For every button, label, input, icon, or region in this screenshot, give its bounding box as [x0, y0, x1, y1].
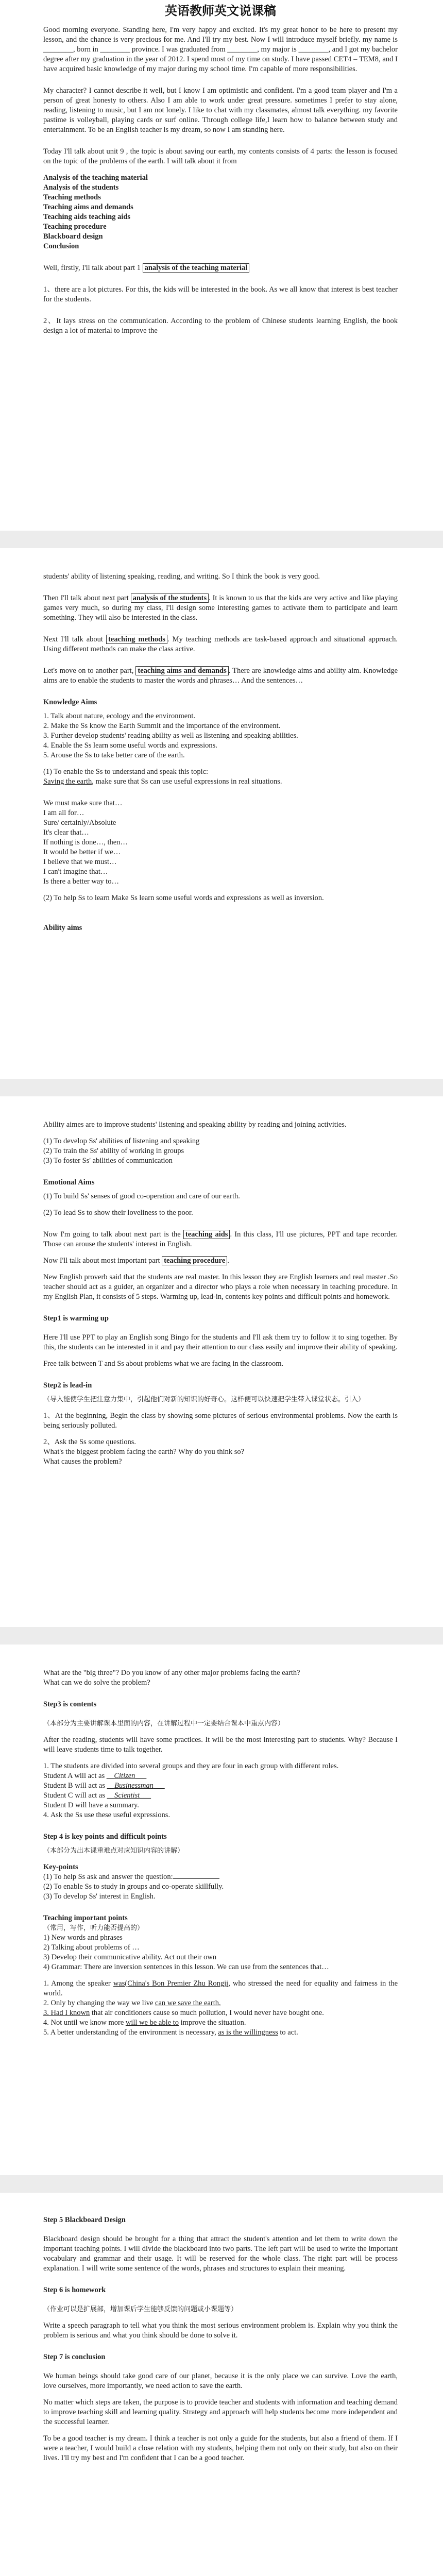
intro-paragraph: Good morning everyone. Standing here, I'm very happy and excited. It's my great honor to be here to present my lesson, and the chance is very precious for me. And I'll try my best. Now I will introduce myself briefly. my name is ________, born in ________ province. I was graduated from ________, my major is ________, and I got my bachelor degree after my graduation in the year of 2012. I spend most of my time on study. I have passed CET4 – TEM8, and I have acquired basic knowledge of my major during my school time. I'm capable of more responsibilities. [43, 26, 398, 73]
knowledge-aim-item: 1. Talk about nature, ecology and the environment. [43, 712, 196, 720]
expression-item: It's clear that… [43, 828, 89, 837]
teaching-material-box: analysis of the teaching material [143, 263, 250, 273]
step6-heading: Step 6 is homework [43, 2286, 106, 2294]
step3-heading: Step3 is contents [43, 1700, 97, 1708]
solve-question: What can we do solve the problem? [43, 1679, 150, 1687]
s2-pre: 2. Only by changing the way we live [43, 1999, 154, 2007]
emotional-aims-heading: Emotional Aims [43, 1178, 95, 1187]
role-businessman: Businessman [114, 1782, 154, 1790]
document-page-4 [0, 1645, 443, 2175]
teaching-procedure-box: teaching procedure [162, 1256, 227, 1265]
step2-question-1: What's the biggest problem facing the earth? Why do you think so? [43, 1448, 245, 1456]
ability-aim-item: (1) To develop Ss' abilities of listening and speaking [43, 1137, 200, 1145]
outline-item: Teaching aims and demands [43, 203, 133, 211]
expression-item: I can't imagine that… [43, 868, 108, 876]
key-points-heading: Key-points [43, 1863, 78, 1871]
we-must-line: We must make sure that… [43, 799, 123, 807]
s2-underlined: can we save the earth. [155, 1999, 221, 2007]
student-role-a [43, 1771, 398, 1781]
ability-aims-list [43, 1137, 398, 1166]
outline-list [43, 173, 398, 251]
student-a-label: Student A will act as [43, 1772, 107, 1780]
expression-item: It would be better if we… [43, 848, 121, 856]
s4-post: improve the situation. [180, 2019, 246, 2027]
conclusion-paragraph-3: To be a good teacher is my dream. I think a teacher is not only a guide for the students, but also a friend of them. If I were a teacher, I would build a close relation with my students, helping them not only on their study, but also on their lives. I'll try my best and I'm confident that I can be a good teacher. [43, 2434, 398, 2462]
students-text: It is known to us that the kids are very active and like playing games very much, so during my class, I'll design some interesting games to activate them to participate and learn something. They will also be interested in the class. [43, 594, 398, 622]
outline-item: Analysis of the teaching material [43, 174, 148, 182]
expression-item: Sure/ certainly/Absolute [43, 819, 116, 827]
emotional-aim-item: (1) To build Ss' senses of good co-operation and care of our earth. [43, 1192, 240, 1200]
example-sentence-1 [43, 1979, 398, 1998]
s4-pre: 4. Not until we know more [43, 2019, 124, 2027]
ability-aims-heading: Ability aims [43, 924, 82, 932]
step4-chinese-note: （本部分为出本课重难点对应知识内容的讲解） [43, 1847, 184, 1855]
teaching-aims-box: teaching aims and demands [135, 666, 228, 675]
teaching-aids-paragraph: Now I'm going to talk about next part is the teaching aids . In this class, I'll use pictures, PPT and tape recorder. Those can arouse the students' interest in English. [43, 1230, 398, 1248]
students-paragraph: Then I'll talk about next part analysis of the students . It is known to us that the kids are very active and like playing games very much, so during my class, I'll design some interesting games to activate them to participate and learn something. They will also be interested in the class. [43, 594, 398, 622]
saving-earth-topic: Saving the earth [43, 777, 92, 786]
aids-text: In this class, I'll use pictures, PPT and tape recorder. Those can arouse the students' interest in English. [43, 1230, 398, 1248]
free-talk-line [43, 1359, 398, 1369]
knowledge-aim-item: 4. Enable the Ss learn some useful words and expressions. [43, 741, 217, 750]
expression-list [43, 808, 398, 887]
analysis-students-box: analysis of the students [131, 594, 209, 603]
s1-pre: 1. Among the speaker [43, 1979, 111, 1988]
step3-chinese-note: （本部分为主要讲解课本里面的内容，在讲解过程中一定要结合课本中重点内容） [43, 1720, 285, 1727]
example-sentence-3 [43, 2008, 398, 2018]
document-page-3 [0, 1096, 443, 1627]
example-sentence-2 [43, 1998, 398, 2008]
student-role-d: Student D will have a summary. [43, 1801, 139, 1809]
today-paragraph: Today I'll talk about unit 9 , the topic is about saving our earth, my contents consists of 4 parts: the lesson is focused on the topic of the problems of the earth. I will talk about it from [43, 147, 398, 165]
procedure-lead: Now I'll talk about most important part [43, 1257, 160, 1265]
outline-item: Blackboard design [43, 232, 103, 241]
outline-item: Teaching methods [43, 193, 101, 201]
step1-heading: Step1 is warming up [43, 1314, 109, 1323]
outline-item: Teaching procedure [43, 223, 107, 231]
important-points-heading: Teaching important points [43, 1914, 128, 1922]
role-citizen: Citizen [114, 1772, 135, 1780]
outline-item: Analysis of the students [43, 183, 119, 192]
s5-underlined: as is the willingness [218, 2028, 278, 2037]
step2-question-2: What causes the problem? [43, 1458, 122, 1466]
student-b-label: Student B will act as [43, 1782, 107, 1790]
aims-paragraph: Let's move on to another part, teaching aims and demands . There are knowledge aims and ability aim. Knowledge aims are to enable the students to master the words and phrases… And the sentences… [43, 667, 398, 685]
students-lead: Then I'll talk about next part [43, 594, 129, 602]
answer-blank [173, 1872, 219, 1879]
expression-item: If nothing is done…, then… [43, 838, 128, 846]
conclusion-paragraph-1: We human beings should take good care of our planet, because it is the only place we can survive. Love the earth, love ourselves, more importantly, we need action to save the earth. [43, 2372, 398, 2390]
enable-line: (1) To enable the Ss to understand and speak this topic: [43, 768, 209, 776]
expression-item: I believe that we must… [43, 858, 117, 866]
saving-earth-text: , make sure that Ss can use useful expressions in real situations. [92, 777, 282, 786]
example-sentence-5 [43, 2028, 398, 2038]
teaching-methods-box: teaching methods [106, 635, 167, 644]
conclusion-paragraph-2: No matter which steps are taken, the purpose is to provide teacher and students with information and teaching demand to improve teaching skill and learning quality. Strategy and approach will help students become more independent and the successful learner. [43, 2398, 398, 2426]
student-b-role: __Businessman___ [107, 1782, 165, 1790]
step4-heading: Step 4 is key points and difficult points [43, 1833, 167, 1841]
s3-post: that air conditioners cause so much pollution, I would never have bought one. [91, 2009, 324, 2017]
document-title: 英语教师英文说课稿 [165, 4, 276, 18]
emotional-aim-item: (2) To lead Ss to show their loveliness to the poor. [43, 1209, 193, 1217]
s1-post: , who stressed the need for equality and fairness in the world. [43, 1979, 398, 1997]
step1-text: Here I'll use PPT to play an English song Bingo for the students and I'll ask them try to follow it to sing together. By this, the students can be interested in it and pay their attention to our class easily and improve their ability of speaking. [43, 1333, 398, 1351]
outline-item: Teaching aids teaching aids [43, 213, 131, 221]
important-point-item: 2) Talking about problems of … [43, 1943, 140, 1952]
role-scientist: Scientist [114, 1791, 140, 1800]
ability-aim-item: (3) To foster Ss' abilities of communication [43, 1157, 173, 1165]
s4-underlined: will we be able to [125, 2019, 179, 2027]
expression-item: I am all for… [43, 809, 84, 817]
aims-text: There are knowledge aims and ability aim. Knowledge aims are to enable the students to master the words and phrases… And the sentences… [43, 667, 398, 685]
s5-pre: 5. A better understanding of the environment is necessary, [43, 2028, 216, 2037]
aids-lead: Now I'm going to talk about next part is the [43, 1230, 181, 1239]
aims-lead: Let's move on to another part, [43, 667, 134, 675]
key-point-1-text: (1) To help Ss ask and answer the question: [43, 1873, 173, 1881]
student-c-label: Student C will act as [43, 1791, 107, 1800]
material-point-2: 2、It lays stress on the communication. According to the problem of Chinese students learning English, the book design a lot of material to improve the [43, 317, 398, 335]
student-role-c [43, 1791, 398, 1801]
knowledge-aims-heading: Knowledge Aims [43, 698, 97, 706]
document-page-1 [0, 0, 443, 531]
well-text: Well, firstly, I'll talk about part 1 [43, 264, 141, 272]
methods-text: My teaching methods are task-based approach and situational approach. Using different methods can make the class active. [43, 635, 398, 653]
key-point-1 [43, 1872, 398, 1882]
document-page-5 [0, 2193, 443, 2576]
saving-earth-line [43, 777, 398, 787]
s3-underlined: 3. Had I known [43, 2009, 90, 2017]
example-sentence-4 [43, 2018, 398, 2028]
free-talk-text: Free talk between T and Ss about problems what we are facing in the classroom. [43, 1360, 284, 1368]
page-3-content [0, 1096, 443, 1467]
s1-underlined: was(China's Bon Premier Zhu Rongji [113, 1979, 229, 1988]
step2-heading: Step2 is lead-in [43, 1381, 92, 1389]
grammar-point: 4) Grammar: There are inversion sentences in this lesson. We can use from the sentences that… [43, 1963, 329, 1971]
ability-aim-item: (2) To train the Ss' ability of working in groups [43, 1147, 184, 1155]
teaching-aids-box: teaching aids [183, 1230, 230, 1239]
page-4-content [0, 1645, 443, 2038]
knowledge-aim-item: 5. Arouse the Ss to take better care of the earth. [43, 751, 185, 759]
step6-chinese-note: （作业可以是扩展部，增加课后学生能够反馈的问题或小课题等） [43, 2306, 238, 2313]
document-page-2 [0, 548, 443, 1079]
knowledge-aims-list [43, 711, 398, 760]
outline-item: Conclusion [43, 242, 79, 250]
step2-point-1: 1、At the beginning, Begin the class by showing some pictures of serious environmental problems. Now the earth is being seriously polluted. [43, 1412, 398, 1430]
student-role-b [43, 1781, 398, 1791]
page-5-content [0, 2193, 443, 2463]
knowledge-aim-item: 2. Make the Ss know the Earth Summit and the importance of the environment. [43, 722, 281, 730]
knowledge-aim-item: 3. Further develop students' reading ability as well as listening and speaking abilities. [43, 732, 298, 740]
step5-text: Blackboard design should be brought for a thing that attract the student's attention and let them to write down the important teaching points. I will divide the blackboard into two parts. The left part will be used to write the important vocabulary and grammar and their usage. It will be reserved for the whole class. The right part will be process explanation. I will write some sentence of the words, phrases and structures to explain their meaning. [43, 2235, 398, 2273]
step3-point-4: 4. Ask the Ss use these useful expressions. [43, 1811, 171, 1819]
step6-text: Write a speech paragraph to tell what you think the most serious environment problem is. Explain why you think the problem is serious and what you think should be done to solve it. [43, 2321, 398, 2340]
step7-heading: Step 7 is conclusion [43, 2353, 106, 2361]
step5-heading: Step 5 Blackboard Design [43, 2216, 126, 2224]
page-2-content [0, 548, 443, 933]
character-paragraph: My character? I cannot describe it well, but I know I am optimistic and confident. I'm a good team player and I'm a person of great honesty to others. Also I am able to work under great pressure. sometimes I prefer to stay alone, reading, listening to music, but I am not lonely. I like to chat with my classmates, almost talk everything. my favorite pastime is volleyball, playing cards or surf online. Through college life,I learn how to balance between study and entertainment. To be an English teacher is my dream, so now I am standing here. [43, 87, 398, 134]
page-1-content [0, 0, 443, 336]
ability-intro: Ability aimes are to improve students' listening and speaking ability by reading and joining activities. [43, 1121, 347, 1129]
step2-chinese-note: （导入能使学生把注意力集中，引起他们对新的知识的好奇心。这样便可以快速把学生带入课堂状态。引入） [43, 1396, 365, 1403]
step2-point-2: 2、Ask the Ss some questions. [43, 1438, 137, 1446]
methods-lead: Next I'll talk about [43, 635, 103, 643]
expression-item: Is there a better way to… [43, 877, 119, 886]
student-c-role: __Scientist___ [107, 1791, 151, 1800]
methods-paragraph: Next I'll talk about teaching methods . My teaching methods are task-based approach and situational approach. Using different methods can make the class active. [43, 635, 398, 653]
material-point-2-continued: students' ability of listening speaking, reading, and writing. So I think the book is very good. [43, 572, 320, 581]
help-line: (2) To help Ss to learn Make Ss learn some useful words and expressions as well as inversion. [43, 894, 324, 902]
s5-post: to act. [280, 2028, 298, 2037]
proverb-paragraph: New English proverb said that the students are real master. In this lesson they are English learners and real master .So teacher should act as a guider, an organizer and a director who plays a role when necessary in teaching procedure. In my English Plan, it consists of 5 steps. Warming up, lead-in, contents key points and difficult points and homework. [43, 1273, 398, 1301]
material-point-1: 1、there are a lot pictures. For this, the kids will be interested in the book. As we all know that interest is best teacher for the students. [43, 285, 398, 303]
step3-point-1: 1. The students are divided into several groups and they are four in each group with different roles. [43, 1762, 339, 1770]
big-three-question: What are the "big three"? Do you know of any other major problems facing the earth? [43, 1669, 300, 1677]
important-points-note: （常用，写作，听力能否提高的） [43, 1924, 144, 1932]
important-point-item: 3) Develop their communicative ability. Act out their own [43, 1953, 217, 1961]
student-a-role: __Citizen___ [106, 1772, 147, 1780]
well-paragraph [43, 263, 398, 273]
important-point-item: 1) New words and phrases [43, 1934, 123, 1942]
procedure-paragraph: Now I'll talk about most important part teaching procedure . [43, 1257, 229, 1265]
key-point-2: (2) To enable Ss to study in groups and co-operate skillfully. [43, 1883, 224, 1891]
key-point-3: (3) To develop Ss' interest in English. [43, 1892, 156, 1901]
step3-text: After the reading, students will have some practices. It will be the most interesting part to students. Why? Because I will leave students time to talk together. [43, 1736, 398, 1754]
